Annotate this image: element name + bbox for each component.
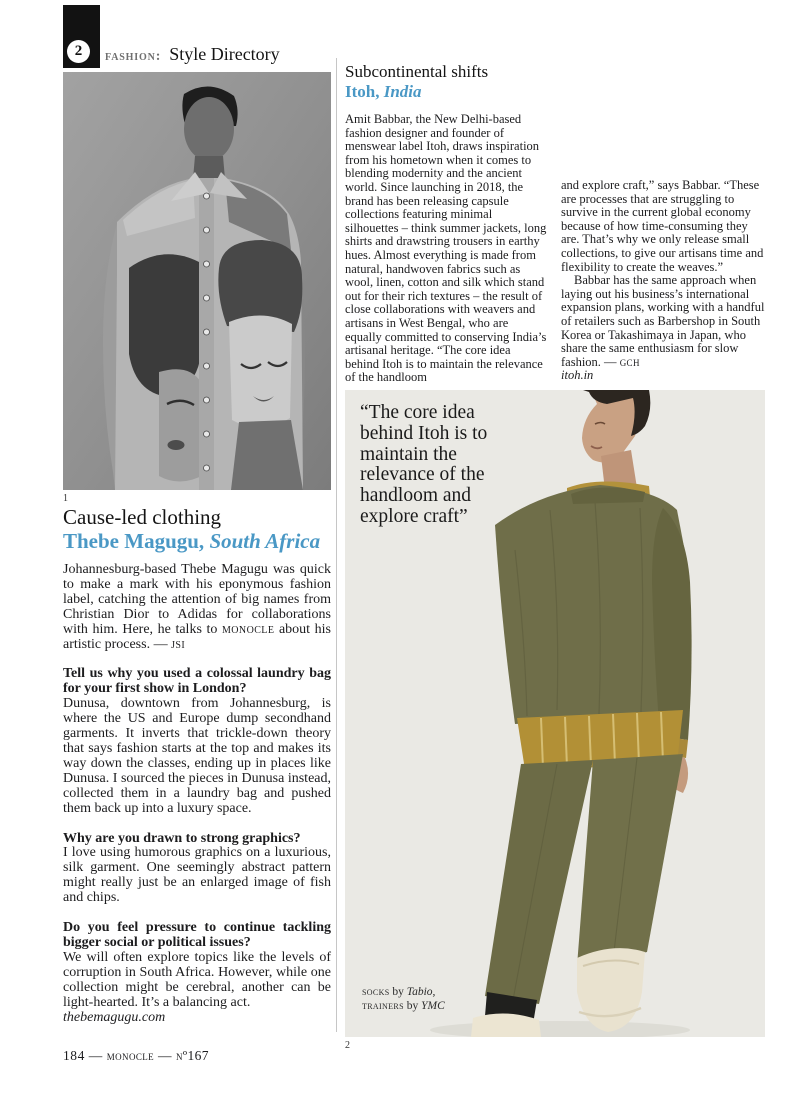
qa-block-1 (63, 667, 331, 816)
column-divider-rule (336, 58, 337, 1032)
page-number-badge-text: 2 (74, 43, 83, 59)
page-footer: 184 — monocle — nº167 (63, 1048, 209, 1063)
caption-line-trainers: trainers by YMC (362, 1000, 445, 1012)
right-paragraph-3: Babbar has the same approach when laying out his business’s international expansion plans, working with a handful of retailers such as Barbershop in South Korea or Takashimaya in Japan, who share the same enthusiasm for slow fashion. — gch (561, 273, 765, 369)
directory-title: Style Directory (169, 44, 280, 64)
photo-label-2: 2 (345, 1040, 350, 1051)
left-article-subtitle: Thebe Magugu, South Africa (63, 529, 321, 553)
left-article-title: Cause-led clothing (63, 505, 222, 529)
question-1: Tell us why you used a colossal laundry bag for your first show in London? (63, 666, 331, 697)
question-3: Do you feel pressure to continue tackling bigger social or political issues? (63, 920, 331, 950)
photo-label-1: 1 (63, 493, 68, 504)
photo-thebe-magugu (63, 72, 331, 490)
left-website-link[interactable]: thebemagugu.com (63, 1010, 166, 1026)
left-column (63, 72, 331, 1026)
right-text-columns (345, 60, 765, 390)
right-column (345, 60, 765, 1051)
right-subcolumn-1 (345, 60, 547, 397)
right-paragraph-1: Amit Babbar, the New Delhi-based fashion designer and founder of menswear label Itoh, draws inspiration from his hometown when it comes to blending modernity and the ancient world. Since launching in 2018, the brand has been releasing capsule collections featuring minimal silhouettes – think summer jackets, long shirts and drawstring trousers in earthy hues. Almost everything is made from natural, handwoven fabrics such as wool, linen, cotton and silk which stand out for their rich textures – the result of close collaborations with weavers and artisans in West Bengal, who are equally committed to conserving India’s artisanal heritage. “The core idea behind Itoh is to maintain the relevance of the handloom (345, 112, 547, 385)
right-article-title: Subcontinental shifts (345, 62, 489, 81)
section-tab (63, 5, 100, 68)
page-number-badge (67, 40, 90, 63)
photo-caption (362, 985, 445, 1013)
answer-1: Dunusa, downtown from Johannesburg, is where the US and Europe dump secondhand garments. It inverts that trickle-down theory that says fashion starts at the top and makes its way down the classes, ending up in places like Dunusa. I sourced the pieces in Dunusa instead, collected them in a laundry bag and pushed them back up into a luxury space. (63, 696, 331, 816)
right-website-link[interactable]: itoh.in (561, 368, 594, 383)
pull-quote: “The core idea behind Itoh is to maintain the relevance of the handloom and explore craft” (360, 402, 488, 527)
answer-3: We will often explore topics like the levels of corruption in South Africa. However, while one collection might be cerebral, another can be light-hearted. It’s a balancing act. (63, 949, 331, 1010)
question-2: Why are you drawn to strong graphics? (63, 830, 301, 846)
left-intro-paragraph: Johannesburg-based Thebe Magugu was quick to make a mark with his eponymous fashion label, catching the attention of big names from Christian Dior to Adidas for collaborations with him. Here, he talks to monocle about his artistic process. — jsi (63, 562, 331, 652)
right-paragraph-2: and explore craft,” says Babbar. “These are processes that are struggling to survive in the current global economy because of how time-consuming they are. That’s why we only release small collections, to give our artisans time and flexibility to create the weaves.” (561, 178, 764, 274)
qa-block-2 (63, 832, 331, 907)
right-subcolumn-2 (561, 60, 765, 397)
caption-line-socks: socks by Tabio, (362, 986, 436, 998)
photo-itoh-wrapper (345, 390, 765, 1037)
answer-2: I love using humorous graphics on a luxurious, silk garment. One seemingly abstract pattern might really just be an enlarged image of fish and chips. (63, 845, 331, 906)
right-article-subtitle: Itoh, India (345, 82, 422, 101)
section-label: fashion: (105, 49, 162, 64)
qa-block-3 (63, 921, 331, 1010)
